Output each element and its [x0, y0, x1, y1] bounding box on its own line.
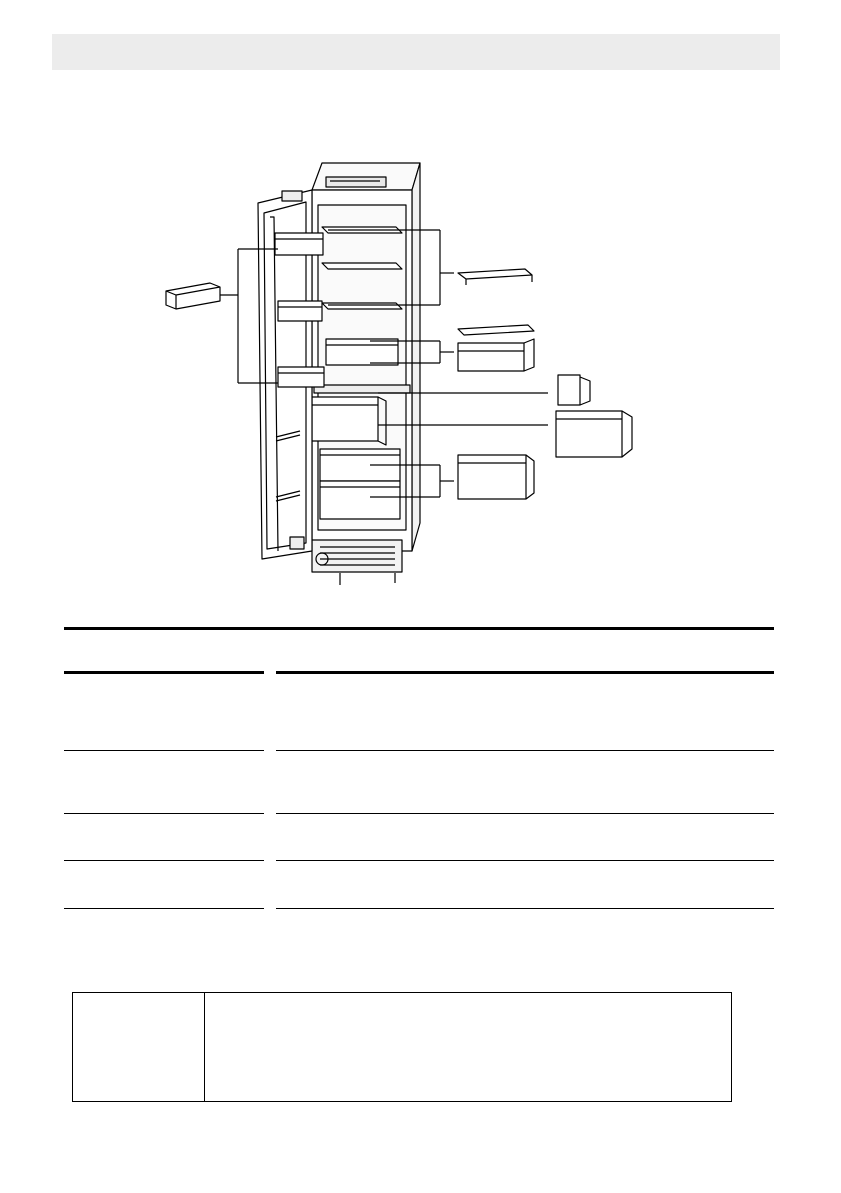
table-top-rule — [64, 627, 774, 630]
crisper-drawer-part — [458, 325, 534, 371]
table-row-rule-left — [64, 908, 264, 909]
bottom-drawer-part — [458, 455, 534, 499]
table-row-rule-right — [276, 813, 774, 814]
glass-shelf-part — [458, 269, 532, 285]
table-header-rule-right — [276, 671, 774, 674]
table-row-rule-left — [64, 750, 264, 751]
door-bin-part — [166, 283, 220, 309]
note-box — [72, 992, 732, 1102]
cabinet-body — [312, 163, 420, 585]
table-row-rule-left — [64, 860, 264, 861]
table-header-rule-left — [64, 671, 264, 674]
table-row-rule-right — [276, 860, 774, 861]
refrigerator-illustration — [150, 155, 650, 595]
freezer-drawer-part — [556, 411, 632, 457]
refrigerator-exploded-diagram — [150, 155, 650, 595]
footer-strip — [0, 1188, 841, 1193]
note-divider — [204, 993, 205, 1101]
ice-box-part — [558, 375, 590, 405]
table-row-rule-left — [64, 813, 264, 814]
header-band — [52, 34, 780, 70]
table-row-rule-right — [276, 908, 774, 909]
table-row-rule-right — [276, 750, 774, 751]
